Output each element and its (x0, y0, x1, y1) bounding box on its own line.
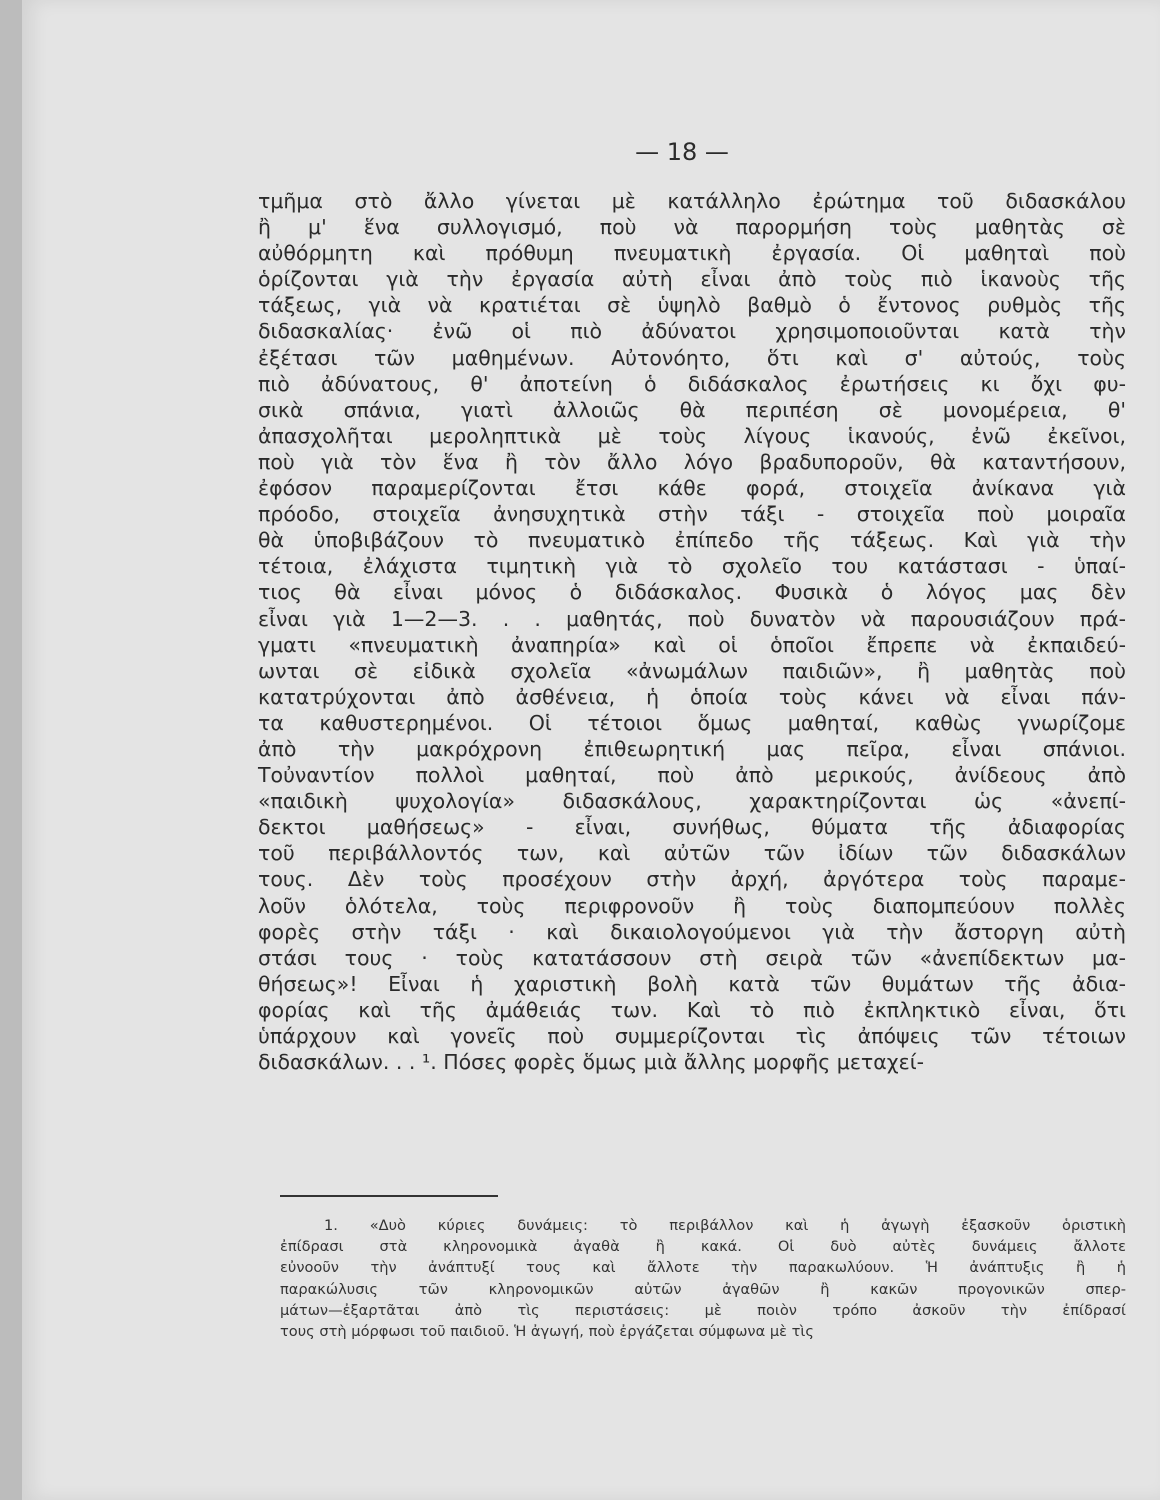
body-line: ἐξέτασι τῶν μαθημένων. Αὐτονόητο, ὅτι καὶ σ' αὐτούς, τοὺς (258, 345, 1126, 370)
body-line: ωνται σὲ εἰδικὰ σχολεῖα «ἀνωμάλων παιδιῶν», ἢ μαθητὰς ποὺ (258, 658, 1126, 683)
body-line: Τοὐναντίον πολλοὶ μαθηταί, ποὺ ἀπὸ μερικούς, ἀνίδεους ἀπὸ (258, 763, 1126, 788)
body-line: ἀπὸ τὴν μακρόχρονη ἐπιθεωρητική μας πεῖρα, εἶναι σπάνιοι. (258, 736, 1126, 761)
body-line: ὑπάρχουν καὶ γονεῖς ποὺ συμμερίζονται τὶς ἀπόψεις τῶν τέτοιων (258, 1024, 1126, 1048)
body-line: στάσι τους · τοὺς κατατάσσουν στὴ σειρὰ τῶν «ἀνεπίδεκτων μα- (258, 945, 1126, 970)
body-line: λοῦν ὁλότελα, τοὺς περιφρονοῦν ἢ τοὺς διαπομπεύουν πολλὲς (258, 893, 1126, 918)
body-line: πιὸ ἀδύνατους, θ' ἀποτείνη ὁ διδάσκαλος ἐρωτήσεις κι ὄχι φυ- (258, 371, 1126, 396)
body-line: δεκτοι μαθήσεως» - εἶναι, συνήθως, θύματα τῆς ἀδιαφορίας (258, 815, 1126, 840)
footnote-line: τους στὴ μόρφωσι τοῦ παιδιοῦ. Ἡ ἀγωγή, ποὺ ἐργάζεται σύμφωνα μὲ τὶς (280, 1323, 814, 1341)
body-line: τιος θὰ εἶναι μόνος ὁ διδάσκαλος. Φυσικὰ ὁ λόγος μας δὲν (258, 580, 1126, 605)
footnote-line: 1. «Δυὸ κύριες δυνάμεις: τὸ περιβάλλον καὶ ἡ ἀγωγὴ ἐξασκοῦν ὁριστικὴ (324, 1217, 1126, 1234)
body-line: διδασκαλίας· ἐνῶ οἱ πιὸ ἀδύνατοι χρησιμοποιοῦνται κατὰ τὴν (258, 319, 1126, 344)
body-line: ἢ μ' ἕνα συλλογισμό, ποὺ νὰ παρορμήση τοὺς μαθητὰς σὲ (258, 215, 1126, 240)
footnote-line: ἐπίδρασι στὰ κληρονομικὰ ἀγαθὰ ἢ κακά. Οἱ δυὸ αὐτὲς δυνάμεις ἄλλοτε (280, 1238, 1126, 1256)
body-line: ποὺ γιὰ τὸν ἕνα ἢ τὸν ἄλλο λόγο βραδυποροῦν, θὰ καταντήσουν, (258, 449, 1126, 474)
body-line: εἶναι γιὰ 1—2—3. . . μαθητάς, ποὺ δυνατὸν νὰ παρουσιάζουν πρά- (258, 606, 1126, 631)
body-line: ἀπασχολῆται μεροληπτικὰ μὲ τοὺς λίγους ἱκανούς, ἐνῶ ἐκεῖνοι, (258, 423, 1126, 448)
body-line: τέτοια, ἐλάχιστα τιμητικὴ γιὰ τὸ σχολεῖο του κατάστασι - ὑπαί- (258, 554, 1126, 579)
footnote-line: μάτων—ἐξαρτᾶται ἀπὸ τὶς περιστάσεις: μὲ ποιὸν τρόπο ἀσκοῦν τὴν ἐπίδρασί (280, 1301, 1126, 1319)
body-line: τα καθυστερημένοι. Οἱ τέτοιοι ὅμως μαθηταί, καθὼς γνωρίζομε (258, 710, 1126, 735)
body-line: κατατρύχονται ἀπὸ ἀσθένεια, ἡ ὁποία τοὺς κάνει νὰ εἶναι πάν- (258, 684, 1126, 709)
page-number: — 18 — (635, 138, 729, 166)
body-line: ἐφόσον παραμερίζονται ἔτσι κάθε φορά, στοιχεῖα ἀνίκανα γιὰ (258, 476, 1126, 501)
body-line: ὁρίζονται γιὰ τὴν ἐργασία αὐτὴ εἶναι ἀπὸ τοὺς πιὸ ἱκανοὺς τῆς (258, 267, 1126, 292)
body-line: γματι «πνευματικὴ ἀναπηρία» καὶ οἱ ὁποῖοι ἔπρεπε νὰ ἐκπαιδεύ- (258, 632, 1126, 657)
body-text (258, 188, 1126, 1075)
body-line: φορίας καὶ τῆς ἀμάθειάς των. Καὶ τὸ πιὸ ἐκπληκτικὸ εἶναι, ὅτι (258, 997, 1126, 1022)
footnote-line: παρακώλυσις τῶν κληρονομικῶν αὐτῶν ἀγαθῶν ἢ κακῶν προγονικῶν σπερ- (280, 1280, 1126, 1298)
body-line: φορὲς στὴν τάξι · καὶ δικαιολογούμενοι γιὰ τὴν ἄστοργη αὐτὴ (258, 919, 1126, 944)
body-line: τάξεως, γιὰ νὰ κρατιέται σὲ ὑψηλὸ βαθμὸ ὁ ἔντονος ρυθμὸς τῆς (258, 293, 1126, 318)
body-line: τοῦ περιβάλλοντός των, καὶ αὐτῶν τῶν ἰδίων τῶν διδασκάλων (258, 841, 1126, 866)
body-line: διδασκάλων. . . ¹. Πόσες φορὲς ὅμως μιὰ ἄλλης μορφῆς μεταχεί- (258, 1050, 925, 1075)
body-line: «παιδικὴ ψυχολογία» διδασκάλους, χαρακτηρίζονται ὡς «ἀνεπί- (258, 789, 1126, 814)
footnote-line: εὐνοοῦν τὴν ἀνάπτυξί τους καὶ ἄλλοτε τὴν παρακωλύουν. Ἡ ἀνάπτυξις ἢ ἡ (280, 1259, 1126, 1277)
body-line: πρόοδο, στοιχεῖα ἀνησυχητικὰ στὴν τάξι - στοιχεῖα ποὺ μοιραῖα (258, 502, 1126, 527)
body-line: αὐθόρμητη καὶ πρόθυμη πνευματικὴ ἐργασία. Οἱ μαθηταὶ ποὺ (258, 241, 1126, 266)
body-line: τους. Δὲν τοὺς προσέχουν στὴν ἀρχή, ἀργότερα τοὺς παραμε- (258, 867, 1126, 892)
footnote (280, 1215, 1126, 1342)
body-line: θήσεως»! Εἶναι ἡ χαριστικὴ βολὴ κατὰ τῶν θυμάτων τῆς ἀδια- (258, 971, 1126, 996)
body-line: θὰ ὑποβιβάζουν τὸ πνευματικὸ ἐπίπεδο τῆς τάξεως. Καὶ γιὰ τὴν (258, 528, 1126, 553)
footnote-rule (280, 1195, 498, 1197)
body-line: σικὰ σπάνια, γιατὶ ἀλλοιῶς θὰ περιπέση σὲ μονομέρεια, θ' (258, 397, 1126, 422)
body-line: τμῆμα στὸ ἄλλο γίνεται μὲ κατάλληλο ἐρώτημα τοῦ διδασκάλου (258, 189, 1126, 213)
book-page (22, 0, 1160, 1500)
